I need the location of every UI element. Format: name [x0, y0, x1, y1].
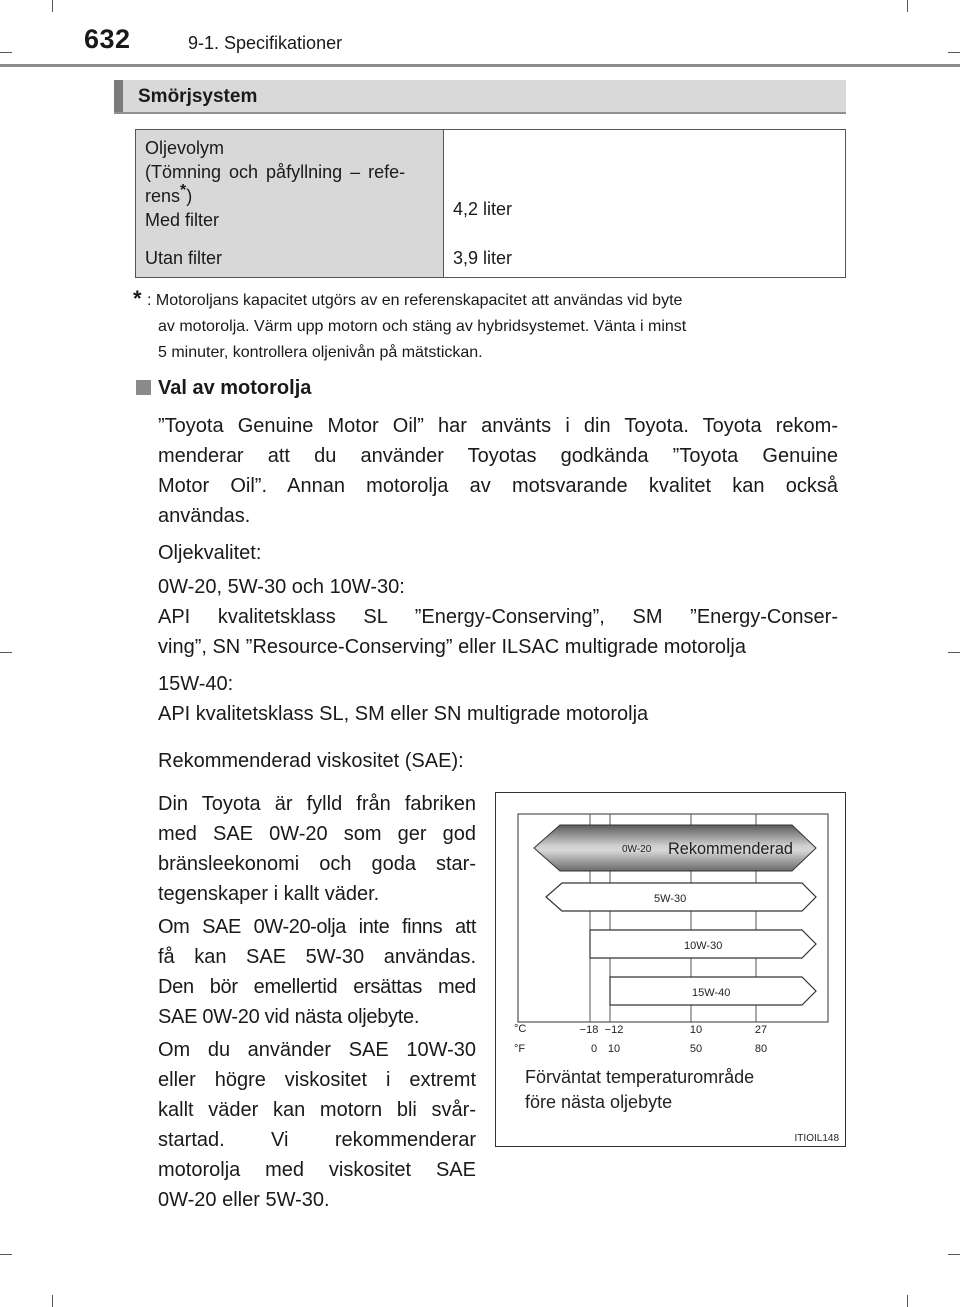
table-row-label-without-filter: Utan filter	[145, 248, 223, 268]
celsius-tick: −12	[604, 1024, 624, 1036]
series-label-10w-30: 10W-30	[684, 940, 723, 952]
fahrenheit-tick: 10	[607, 1043, 621, 1055]
table-caption-text: )	[186, 186, 193, 206]
footnote-reference: *	[180, 182, 187, 199]
table-caption-line: (Tömning och påfyllning – refe-	[145, 162, 406, 182]
crop-mark-mid-right	[948, 652, 960, 653]
body-line: Om SAE 0W-20-olja inte finns att	[158, 916, 476, 938]
grade-group-label: 15W-40:	[158, 673, 234, 695]
grade-group-label: 0W-20, 5W-30 och 10W-30:	[158, 576, 405, 598]
table-caption-line	[145, 182, 193, 207]
body-line: motorolja med viskositet SAE	[158, 1159, 476, 1181]
body-line: få kan SAE 5W-30 användas.	[158, 946, 476, 968]
body-line: Motor Oil”. Annan motorolja av motsvarande kvalitet kan också	[158, 475, 838, 497]
footnote-line: av motorolja. Värm upp motorn och stäng av hybridsystemet. Vänta i minst	[158, 318, 687, 335]
figure-id: ITIOIL148	[794, 1133, 839, 1144]
grade-group-text: API kvalitetsklass SL ”Energy-Conserving”, SM ”Energy-Conser-	[158, 606, 838, 628]
series-label-5w-30: 5W-30	[654, 893, 687, 905]
chart-caption-line: Förväntat temperaturområde	[525, 1067, 755, 1087]
page-number: 632	[84, 24, 131, 54]
body-line: användas.	[158, 505, 251, 527]
section-heading: Smörjsystem	[138, 86, 258, 107]
celsius-tick: 27	[754, 1024, 768, 1036]
table-caption-line: Oljevolym	[145, 138, 225, 158]
crop-mark-bottom-left	[52, 1295, 53, 1307]
subsection-heading: Val av motorolja	[158, 377, 312, 399]
fahrenheit-unit: °F	[514, 1043, 526, 1055]
table-row-label-with-filter: Med filter	[145, 210, 220, 230]
crop-mark-bottom-right	[907, 1295, 908, 1307]
body-line: ”Toyota Genuine Motor Oil” har använts i din Toyota. Toyota rekom-	[158, 415, 838, 437]
fahrenheit-tick: 50	[689, 1043, 703, 1055]
footnote-line: 5 minuter, kontrollera oljenivån på mätstickan.	[158, 344, 483, 361]
table-value-with-filter: 4,2 liter	[453, 199, 513, 219]
crop-mark-top-right	[907, 0, 908, 12]
section-heading-marker	[114, 80, 123, 112]
body-line: kallt väder kan motorn bli svår-	[158, 1099, 476, 1121]
crop-mark-top-left	[52, 0, 53, 12]
chapter-title: 9-1. Specifikationer	[188, 33, 343, 53]
header-rule	[0, 64, 960, 67]
viscosity-chart-svg	[496, 793, 847, 1148]
oil-capacity-table	[135, 129, 846, 278]
fahrenheit-tick: 80	[754, 1043, 768, 1055]
celsius-tick: −18	[579, 1024, 599, 1036]
crop-mark-top-left-h	[0, 52, 12, 53]
section-heading-bar	[114, 80, 846, 114]
body-line: 0W-20 eller 5W-30.	[158, 1189, 330, 1211]
body-line: bränsleekonomi och goda star-	[158, 853, 476, 875]
crop-mark-top-right-h	[948, 52, 960, 53]
chart-caption-line: före nästa oljebyte	[525, 1092, 673, 1112]
body-line: Om du använder SAE 10W-30	[158, 1039, 476, 1061]
viscosity-chart	[495, 792, 846, 1147]
celsius-unit: °C	[514, 1023, 527, 1035]
crop-mark-bottom-left-h	[0, 1254, 12, 1255]
footnote-line: : Motoroljans kapacitet utgörs av en referenskapacitet att användas vid byte	[147, 292, 683, 309]
table-caption-text: rens	[145, 186, 181, 206]
body-line: SAE 0W-20 vid nästa oljebyte.	[158, 1006, 420, 1028]
quality-label: Oljekvalitet:	[158, 542, 262, 564]
grade-group-text: API kvalitetsklass SL, SM eller SN multigrade motorolja	[158, 703, 649, 725]
crop-mark-mid-left	[0, 652, 12, 653]
body-line: Din Toyota är fylld från fabriken	[158, 793, 476, 815]
table-value-without-filter: 3,9 liter	[453, 248, 513, 268]
body-line: med SAE 0W-20 som ger god	[158, 823, 476, 845]
recommended-label: Rekommenderad	[668, 839, 793, 858]
body-line: menderar att du använder Toyotas godkända ”Toyota Genuine	[158, 445, 838, 467]
grade-group-text: ving”, SN ”Resource-Conserving” eller ILSAC multigrade motorolja	[158, 636, 746, 658]
body-line: Den bör emellertid ersättas med	[158, 976, 476, 998]
body-line: startad. Vi rekommenderar	[158, 1129, 476, 1151]
fahrenheit-tick: 0	[590, 1043, 598, 1055]
body-line: tegenskaper i kallt väder.	[158, 883, 380, 905]
celsius-tick: 10	[689, 1024, 703, 1036]
series-label-0w-20: 0W-20	[622, 844, 652, 855]
series-label-15w-40: 15W-40	[692, 987, 731, 999]
heading-bullet-icon	[136, 380, 151, 395]
footnote-marker: *	[133, 286, 142, 311]
viscosity-label: Rekommenderad viskositet (SAE):	[158, 750, 464, 772]
crop-mark-bottom-right-h	[948, 1254, 960, 1255]
body-line: eller högre viskositet i extremt	[158, 1069, 476, 1091]
